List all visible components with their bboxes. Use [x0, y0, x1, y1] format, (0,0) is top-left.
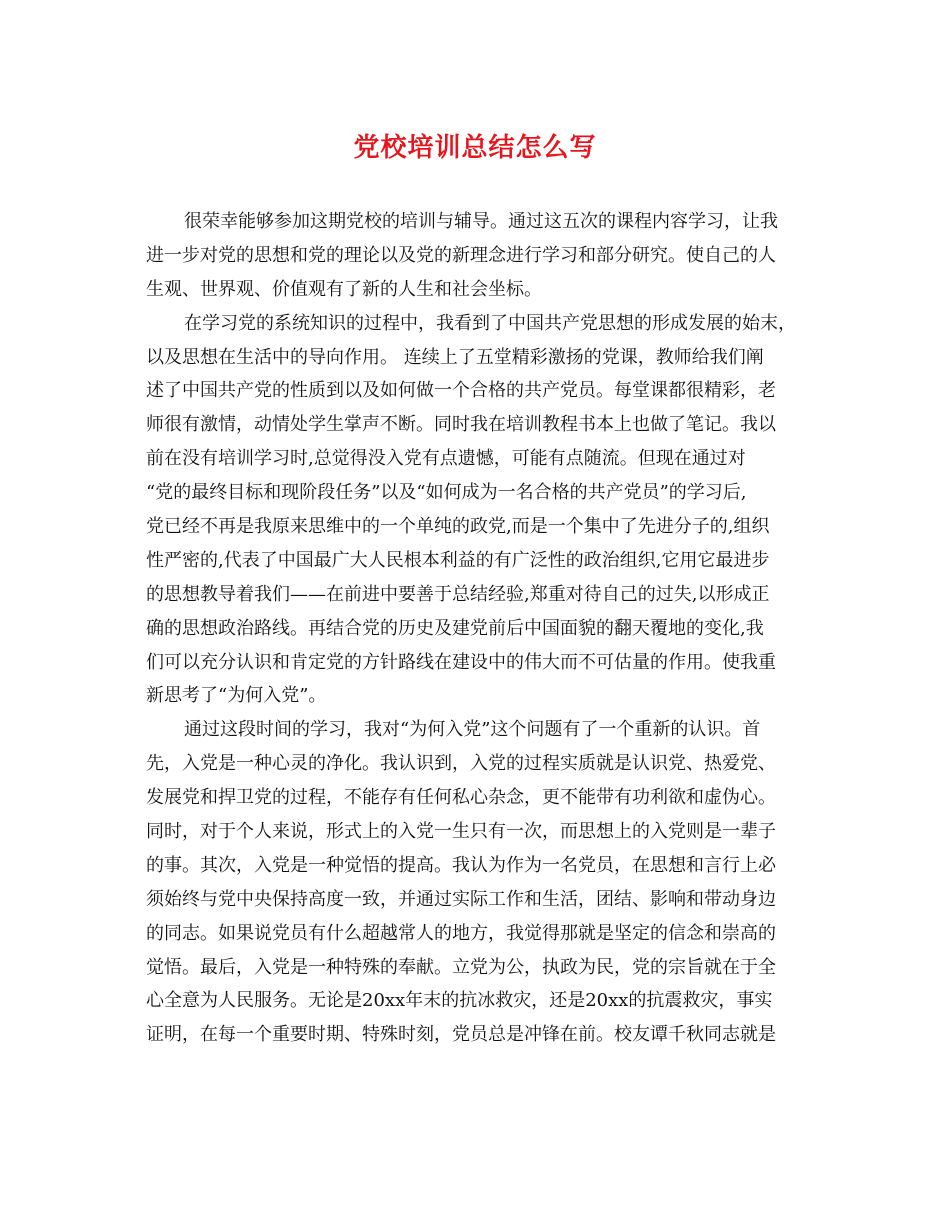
paragraph-3-line-4: 同时，对于个人来说，形式上的入党一生只有一次，而思想上的入党则是一辈子 — [146, 821, 776, 843]
paragraph-3-line-1: 通过这段时间的学习，我对“为何入党”这个问题有了一个重新的认识。首 — [184, 719, 761, 741]
paragraph-2-line-7: 党已经不再是我原来思维中的一个单纯的政党,而是一个集中了先进分子的,组织 — [146, 516, 770, 538]
paragraph-2-line-4: 师很有激情，动情处学生掌声不断。同时我在培训教程书本上也做了笔记。我以 — [146, 414, 776, 436]
paragraph-2-line-9: 的思想教导着我们——在前进中要善于总结经验,郑重对待自己的过失,以形成正 — [146, 583, 770, 605]
paragraph-2-line-2: 以及思想在生活中的导向作用。 连续上了五堂精彩激扬的党课，教师给我们阐 — [146, 346, 764, 368]
document-title: 党校培训总结怎么写 — [353, 133, 597, 163]
paragraph-3-line-6: 须始终与党中央保持高度一致，并通过实际工作和生活，团结、影响和带动身边 — [146, 888, 776, 910]
paragraph-2-line-10: 确的思想政治路线。再结合党的历史及建党前后中国面貌的翻天覆地的变化,我 — [146, 617, 764, 639]
paragraph-1-line-1: 很荣幸能够参加这期党校的培训与辅导。通过这五次的课程内容学习，让我 — [184, 211, 778, 232]
document-body — [146, 205, 806, 1052]
paragraph-3-line-2: 先，入党是一种心灵的净化。我认识到，入党的过程实质就是认识党、热爱党、 — [146, 753, 776, 775]
paragraph-3-line-10: 证明，在每一个重要时期、特殊时刻，党员总是冲锋在前。校友谭千秋同志就是 — [146, 1024, 776, 1046]
paragraph-2-line-11: 们可以充分认识和肯定党的方针路线在建设中的伟大而不可估量的作用。使我重 — [146, 651, 776, 673]
paragraph-2-line-8: 性严密的,代表了中国最广大人民根本利益的有广泛性的政治组织,它用它最进步 — [146, 549, 770, 571]
paragraph-1-line-3: 生观、世界观、价值观有了新的人生和社会坐标。 — [146, 278, 542, 300]
paragraph-2-line-12: 新思考了“为何入党”。 — [146, 685, 327, 707]
paragraph-3-line-3: 发展党和捍卫党的过程，不能存有任何私心杂念，更不能带有功利欲和虚伪心。 — [146, 787, 776, 809]
paragraph-3-line-5: 的事。其次，入党是一种觉悟的提高。我认为作为一名党员，在思想和言行上必 — [146, 854, 776, 876]
paragraph-3-line-9: 心全意为人民服务。无论是20xx年末的抗冰救灾，还是20xx的抗震救灾，事实 — [146, 990, 773, 1012]
paragraph-2-line-5: 前在没有培训学习时,总觉得没入党有点遗憾，可能有点随流。但现在通过对 — [146, 448, 746, 470]
paragraph-3-line-7: 的同志。如果说党员有什么超越常人的地方，我觉得那就是坚定的信念和崇高的 — [146, 922, 776, 944]
paragraph-3-line-8: 觉悟。最后，入党是一种特殊的奉献。立党为公，执政为民，党的宗旨就在于全 — [146, 956, 776, 978]
paragraph-2-line-6: “党的最终目标和现阶段任务”以及“如何成为一名合格的共产党员”的学习后, — [146, 482, 747, 504]
paragraph-2-line-1: 在学习党的系统知识的过程中，我看到了中国共产党思想的形成发展的始末， — [184, 312, 796, 334]
paragraph-2-line-3: 述了中国共产党的性质到以及如何做一个合格的共产党员。每堂课都很精彩，老 — [146, 380, 776, 402]
paragraph-1-line-2: 进一步对党的思想和党的理论以及党的新理念进行学习和部分研究。使自己的人 — [146, 244, 776, 266]
